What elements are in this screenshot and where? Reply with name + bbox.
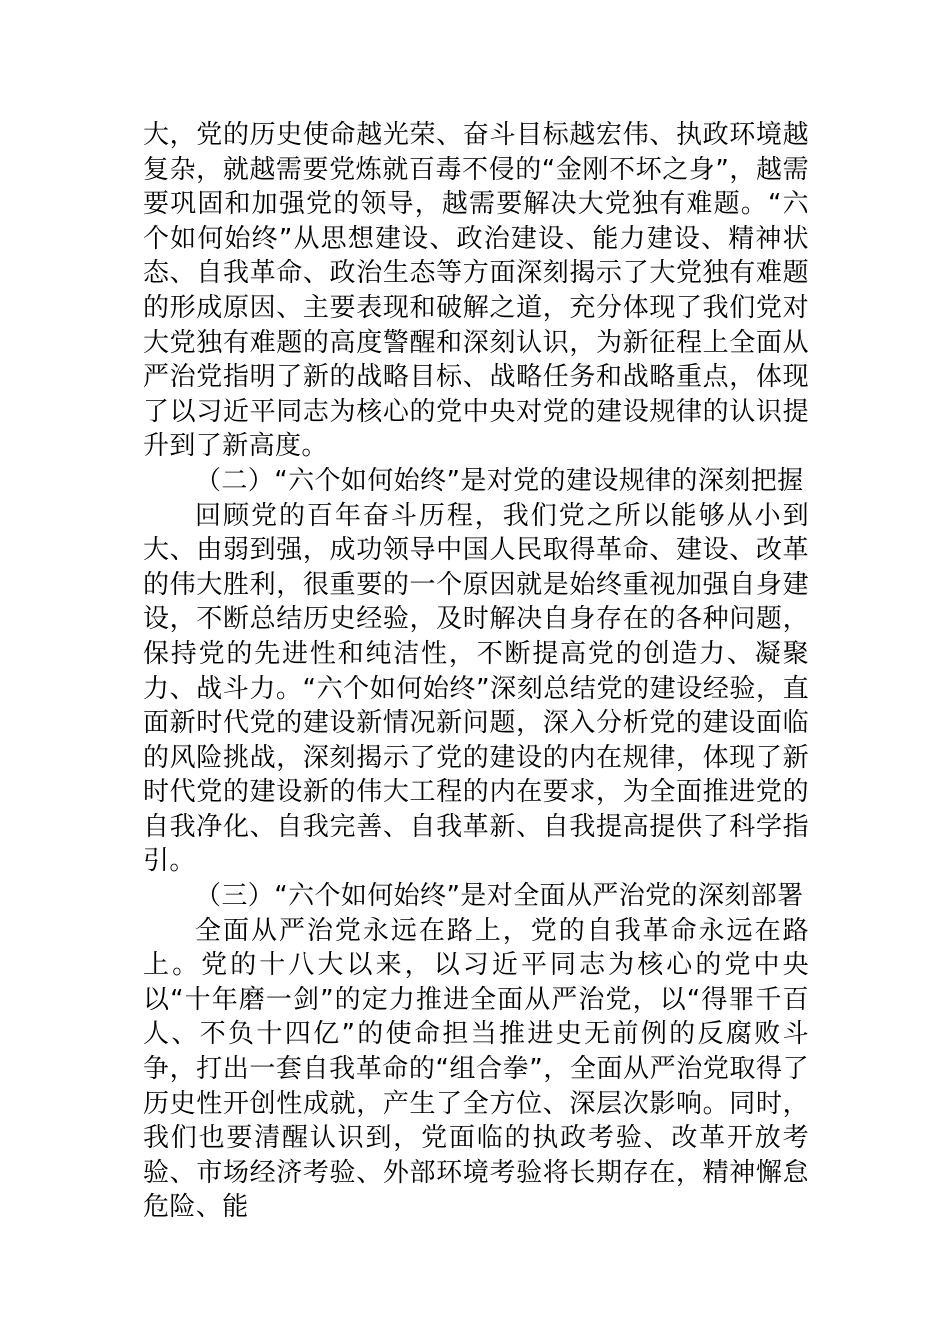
document-body [143,118,809,1225]
paragraph-continuation: 大，党的历史使命越光荣、奋斗目标越宏伟、执政环境越复杂，就越需要党炼就百毒不侵的“金刚不坏之身”，越需要巩固和加强党的领导，越需要解决大党独有难题。“六个如何始终”从思想建设、政治建设、能力建设、精神状态、自我革命、政治生态等方面深刻揭示了大党独有难题的形成原因、主要表现和破解之道，充分体现了我们党对大党独有难题的高度警醒和深刻认识，为新征程上全面从严治党指明了新的战略目标、战略任务和战略重点，体现了以习近平同志为核心的党中央对党的建设规律的认识提升到了新高度。 [143,120,809,462]
paragraph-party-building-law: 回顾党的百年奋斗历程，我们党之所以能够从小到大、由弱到强，成功领导中国人民取得革命、建设、改革的伟大胜利，很重要的一个原因就是始终重视加强自身建设，不断总结历史经验，及时解决自身存在的各种问题，保持党的先进性和纯洁性，不断提高党的创造力、凝聚力、战斗力。“六个如何始终”深刻总结党的建设经验，直面新时代党的建设新情况新问题，深入分析党的建设面临的风险挑战，深刻揭示了党的建设的内在规律，体现了新时代党的建设新的伟大工程的内在要求，为全面推进党的自我净化、自我完善、自我革新、自我提高提供了科学指引。 [143,500,809,877]
section-heading-3: （三）“六个如何始终”是对全面从严治党的深刻部署 [195,881,804,912]
section-heading-2: （二）“六个如何始终”是对党的建设规律的深刻把握 [195,465,804,496]
paragraph-strict-governance: 全面从严治党永远在路上，党的自我革命永远在路上。党的十八大以来，以习近平同志为核心的党中央以“十年磨一剑”的定力推进全面从严治党，以“得罪千百人、不负十四亿”的使命担当推进史无前例的反腐败斗争，打出一套自我革命的“组合拳”，全面从严治党取得了历史性开创性成就，产生了全方位、深层次影响。同时，我们也要清醒认识到，党面临的执政考验、改革开放考验、市场经济考验、外部环境考验将长期存在，精神懈怠危险、能 [143,915,809,1223]
